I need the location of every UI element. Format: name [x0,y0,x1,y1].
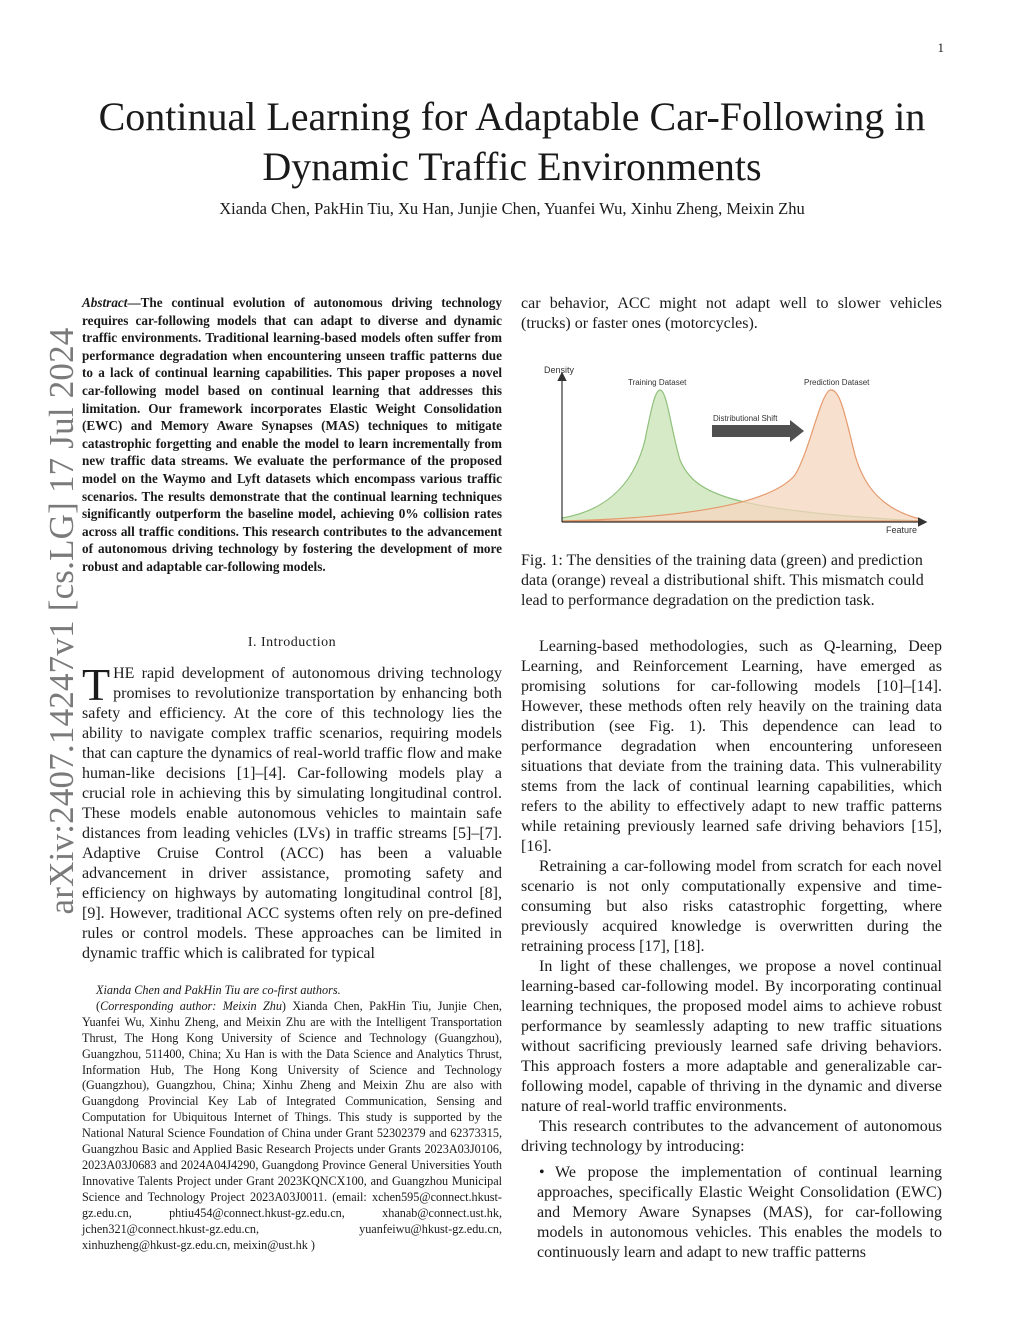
bullet-text: We propose the implementation of continual learning approaches, specifically Elastic Weight Consolidation (EWC) and Memory Aware Synapses (MAS), for car-following models in autonomous vehicles. This enables the models to continuously learn and adapt to new traffic patterns [537,1164,942,1261]
shift-label: Distributional Shift [713,414,778,423]
author-list: Xianda Chen, PakHin Tiu, Xu Han, Junjie Chen, Yuanfei Wu, Xinhu Zheng, Meixin Zhu [219,199,805,218]
contribution-bullet [521,1163,942,1263]
page-number: 1 [937,40,944,55]
paragraph: In light of these challenges, we propose a novel continual learning-based car-following model. By incorporating continual learning techniques, the proposed model aims to achieve robust performance by seamlessly adapting to new traffic situations without sacrificing previously learned safe driving behaviors. This approach fosters a more adaptable and generalizable car-following model, capable of thriving in the dynamic and diverse nature of real-world traffic environments. [521,958,942,1115]
bullet-marker: • [539,1164,545,1181]
paper-title: Continual Learning for Adaptable Car-Following in Dynamic Traffic Environments [98,94,926,189]
corresponding-author: Corresponding author: Meixin Zhu [100,998,282,1013]
figure-caption: Fig. 1: The densities of the training data (green) and prediction data (orange) reveal a distributional shift. This mismatch could lead to performance degradation on the prediction task. [521,552,924,609]
intro-paragraph [82,659,502,964]
footnote [82,983,502,1253]
paragraph: Learning-based methodologies, such as Q-learning, Deep Learning, and Reinforcement Learning, have emerged as promising solutions for car-following models [10]–[14]. However, these methods often rely heavily on the training data distribution (see Fig. 1). This dependence can lead to performance degradation when encountering unforeseen situations that deviate from the training data. This vulnerability stems from the lack of continual learning capabilities, which refers to the ability to effectively adapt to new traffic patterns while retaining previously learned safe driving behaviors [15], [16]. [521,638,942,855]
paragraph: This research contributes to the advancement of autonomous driving technology by introducing: [521,1118,942,1155]
x-axis-label: Feature [886,525,918,535]
footnote-affiliations: (Corresponding author: Meixin Zhu) Xianda Chen, PakHin Tiu, Junjie Chen, Yuanfei Wu, Xinhu Zheng, and Meixin Zhu are with the Intelligent Transportation Thrust, The Hong Kong University of Science and Technology (Guangzhou), Guangzhou, 511400, China; Xu Han is with the Data Science and Analytics Thrust, Information Hub, The Hong Kong University of Science and Technology (Guangzhou), Guangzhou, China; Xinhu Zheng and Meixin Zhu are also with Guangdong Provincial Key Lab of Integrated Communication, Sensing and Computation for Ubiquitous Internet of Things. This study is supported by the National Natural Science Foundation of China under Grant 52302379 and 62373315, Guangzhou Basic and Applied Basic Research Projects under Grants 2023A03J0106, 2023A03J0683 and 2024A04J4290, Guangdong Province General Universities Youth Innovative Talents Project under Grant 2023KQNCX100, and Guangzhou Municipal Science and Technology Project 2023A03J0011. (email: xchen595@connect.hkust-gz.edu.cn, phtiu454@connect.hkust-gz.edu.cn, xhanab@connect.ust.hk, jchen321@connect.hkust-gz.edu.cn, yuanfeiwu@hkust-gz.edu.cn, xinhuzheng@hkust-gz.edu.cn, meixin@ust.hk ) [82,998,502,1252]
section-heading-introduction: I. Introduction [247,635,337,650]
paragraph: Retraining a car-following model from scratch for each novel scenario is not only computationally expensive and time-consuming but also risks catastrophic forgetting, where previously acquired knowledge is overwritten during the retraining process [17], [18]. [521,858,942,955]
arxiv-stamp-text: arXiv:2407.14247v1 [cs.LG] 17 Jul 2024 [42,327,81,915]
y-axis-label: Density [544,365,575,375]
abstract-text: —The continual evolution of autonomous driving technology requires car-following models that can adapt to diverse and dynamic traffic environments. Traditional learning-based models often suffer from performance degradation when encountering unseen traffic patterns due to a lack of continual learning capabilities. This paper proposes a novel car-following model based on continual learning that addresses this limitation. Our framework incorporates Elastic Weight Consolidation (EWC) and Memory Aware Synapses (MAS) techniques to mitigate catastrophic forgetting and enable the model to learn incrementally from new traffic data streams. We evaluate the performance of the proposed model on the Waymo and Lyft datasets which encompass various traffic scenarios. The results demonstrate that the continual learning techniques significantly outperform the baseline model, achieving 0% collision rates across all traffic conditions. This research contributes to the advancement of autonomous driving technology by fostering the development of more robust and adaptable car-following models. [82,295,502,574]
abstract-label: Abstract [82,295,128,310]
abstract [82,294,502,576]
right-column-body [521,637,942,1263]
distributional-shift-arrow [712,420,804,442]
continuation-paragraph: car behavior, ACC might not adapt well to slower vehicles (trucks) or faster ones (motorcycles). [521,295,942,332]
intro-paragraph-text: HE rapid development of autonomous driving technology promises to revolutionize transportation by enhancing both safety and efficiency. At the core of this technology lies the ability to navigate complex traffic scenarios, requiring models that can capture the dynamics of real-world traffic flow and make human-like decisions [1]–[4]. Car-following models play a crucial role in achieving this by simulating longitudinal control. These models enable autonomous vehicles to maintain safe distances from leading vehicles (LVs) in traffic streams [5]–[7]. Adaptive Cruise Control (ACC) has been a valuable advancement in driver assistance, promoting safety and efficiency on highways by automating longitudinal control [8], [9]. However, traditional ACC systems often rely on pre-defined rules or control models. These approaches can be limited in dynamic traffic which is calibrated for typical [82,665,502,962]
training-dataset-label: Training Dataset [628,378,687,387]
prediction-dataset-label: Prediction Dataset [804,378,870,387]
figure-distributional-shift [540,360,940,540]
footnote-first-authors: Xianda Chen and PakHin Tiu are co-first authors. [96,983,341,997]
drop-cap: T [82,659,111,710]
